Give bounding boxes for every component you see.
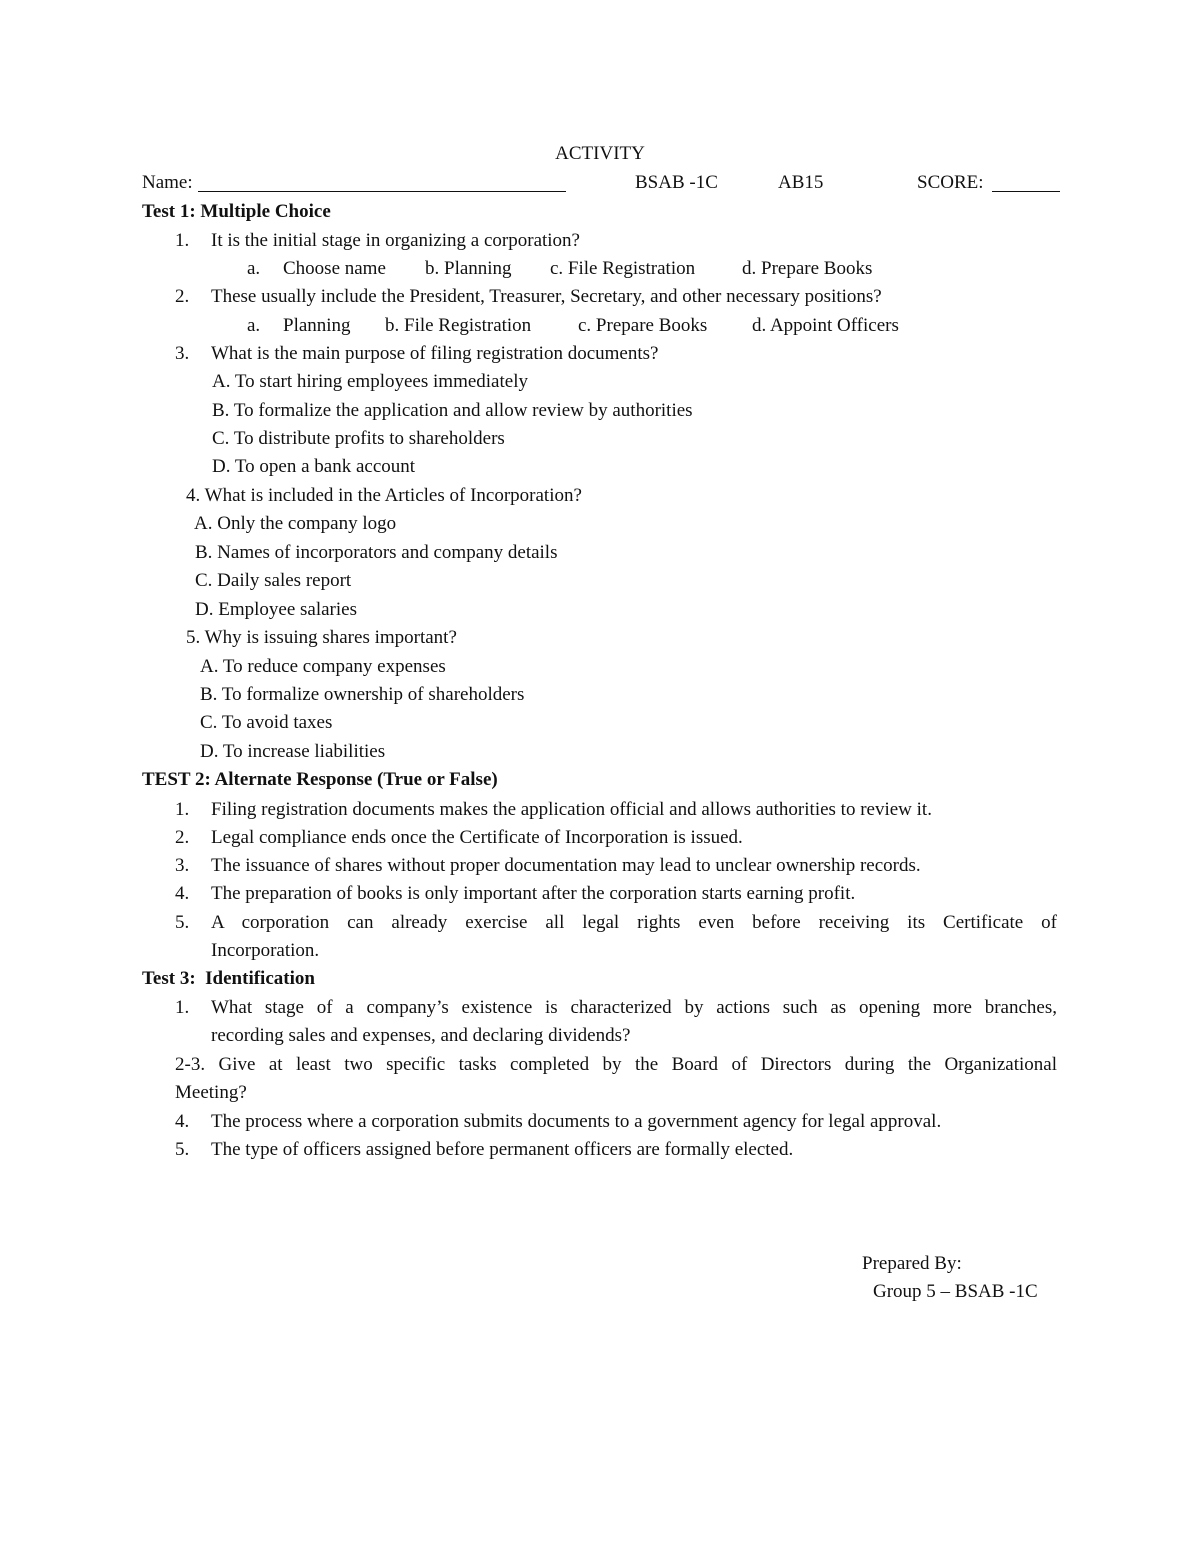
q4-option-b: B. Names of incorporators and company details (195, 542, 558, 563)
q1-choice-c: c. File Registration (550, 258, 696, 279)
test1-heading: Test 1: Multiple Choice (142, 201, 331, 222)
prepared-by-label: Prepared By: (862, 1253, 962, 1274)
test3-heading: Test 3: Identification (142, 968, 315, 989)
q2-choice-a-letter: a. (247, 315, 261, 336)
q1-choice-a: Choose name (283, 258, 386, 279)
q3-number: 3. (175, 343, 190, 364)
t2-item3-text: The issuance of shares without proper documentation may lead to unclear ownership records. (211, 855, 921, 876)
document-title: ACTIVITY (555, 143, 645, 164)
section-label: BSAB -1C (635, 172, 718, 193)
q2-number: 2. (175, 286, 190, 307)
q5-option-a: A. To reduce company expenses (200, 656, 446, 677)
score-blank (992, 175, 1060, 192)
t3-item1-number: 1. (175, 997, 190, 1018)
t2-item1-number: 1. (175, 799, 190, 820)
t2-item2-number: 2. (175, 827, 190, 848)
q2-choice-c: c. Prepare Books (578, 315, 708, 336)
q1-choice-b: b. Planning (425, 258, 512, 279)
q3-option-b: B. To formalize the application and allow review by authorities (212, 400, 693, 421)
q2-choice-a: Planning (283, 315, 351, 336)
q3-option-c: C. To distribute profits to shareholders (212, 428, 505, 449)
t3-item5-text: The type of officers assigned before permanent officers are formally elected. (211, 1139, 794, 1160)
q2-text: These usually include the President, Treasurer, Secretary, and other necessary positions? (211, 286, 882, 307)
t2-item5-number: 5. (175, 912, 190, 933)
q5-text: 5. Why is issuing shares important? (186, 627, 457, 648)
name-label: Name: (142, 172, 193, 193)
t2-item4-number: 4. (175, 883, 190, 904)
t3-item23-continuation: Meeting? (175, 1082, 247, 1103)
room-label: AB15 (778, 172, 824, 193)
q1-choice-a-letter: a. (247, 258, 261, 279)
q1-choice-d: d. Prepare Books (742, 258, 873, 279)
q2-choice-d: d. Appoint Officers (752, 315, 899, 336)
q1-number: 1. (175, 230, 190, 251)
q3-text: What is the main purpose of filing registration documents? (211, 343, 659, 364)
t3-item1-text: What stage of a company’s existence is characterized by actions such as opening more branches, (211, 997, 1057, 1018)
q4-option-a: A. Only the company logo (194, 513, 397, 534)
t3-item4-number: 4. (175, 1111, 190, 1132)
q4-text: 4. What is included in the Articles of Incorporation? (186, 485, 582, 506)
t3-item1-continuation: recording sales and expenses, and declaring dividends? (211, 1025, 631, 1046)
q2-choice-b: b. File Registration (385, 315, 532, 336)
t2-item4-text: The preparation of books is only important after the corporation starts earning profit. (211, 883, 856, 904)
score-label: SCORE: (917, 172, 984, 193)
t3-item4-text: The process where a corporation submits documents to a government agency for legal approval. (211, 1111, 942, 1132)
test2-heading: TEST 2: Alternate Response (True or False) (142, 769, 498, 790)
q3-option-a: A. To start hiring employees immediately (212, 371, 528, 392)
t3-item23-text: 2-3. Give at least two specific tasks completed by the Board of Directors during the Organizational (175, 1054, 1057, 1075)
t2-item2-text: Legal compliance ends once the Certificate of Incorporation is issued. (211, 827, 743, 848)
q5-option-c: C. To avoid taxes (200, 712, 333, 733)
q3-option-d: D. To open a bank account (212, 456, 416, 477)
q1-text: It is the initial stage in organizing a corporation? (211, 230, 580, 251)
q4-option-d: D. Employee salaries (195, 599, 357, 620)
q5-option-d: D. To increase liabilities (200, 741, 386, 762)
t2-item5-text: A corporation can already exercise all legal rights even before receiving its Certificate of (211, 912, 1057, 933)
q4-option-c: C. Daily sales report (195, 570, 352, 591)
name-blank (198, 175, 566, 192)
group-label: Group 5 – BSAB -1C (873, 1281, 1038, 1302)
t2-item1-text: Filing registration documents makes the application official and allows authorities to review it. (211, 799, 932, 820)
t2-item5-continuation: Incorporation. (211, 940, 320, 961)
t3-item5-number: 5. (175, 1139, 190, 1160)
t2-item3-number: 3. (175, 855, 190, 876)
q5-option-b: B. To formalize ownership of shareholders (200, 684, 525, 705)
